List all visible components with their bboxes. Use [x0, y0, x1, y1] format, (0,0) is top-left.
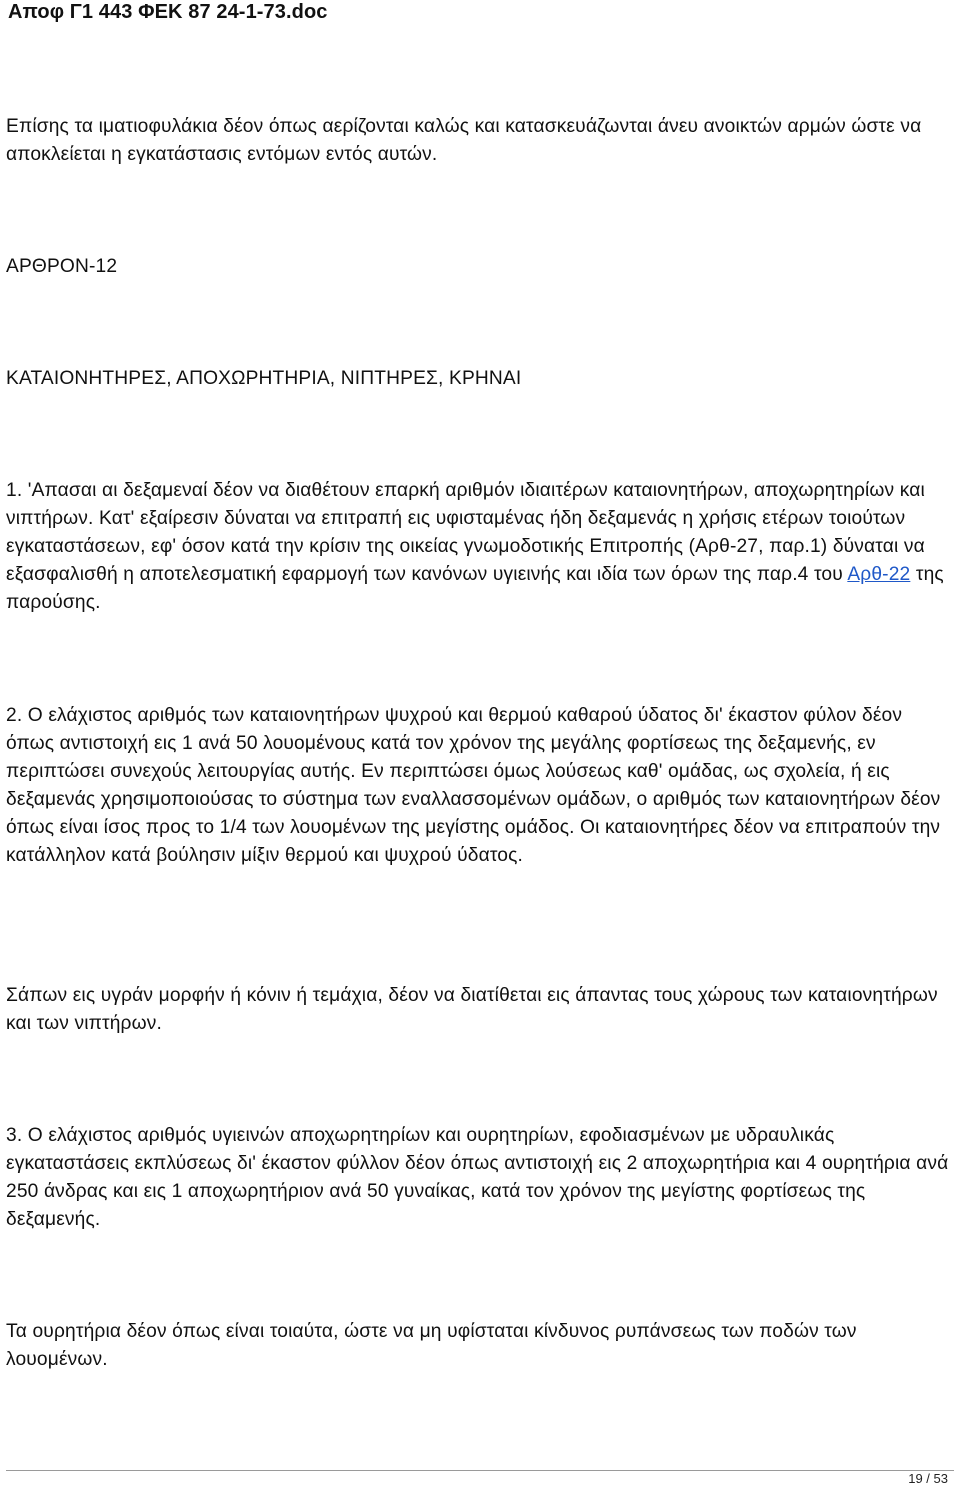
- paragraph-3: 3. Ο ελάχιστος αριθμός υγιεινών αποχωρητηρίων και ουρητηρίων, εφοδιασμένων με υδραυλικάς εγκαταστάσεις εκπλύσεως δι' έκαστον φύλλον δέον όπως αντιστοιχή εις 2 αποχωρητήρια και 4 ουρητήρια ανά 250 άνδρας και εις 1 αποχωρητήριον ανά 50 γυναίκας, κατά τον χρόνον της μεγίστης φορτίσεως της δεξαμενής.: [6, 1125, 949, 1230]
- document-title: Αποφ Γ1 443 ΦΕΚ 87 24-1-73.doc: [8, 1, 328, 23]
- footer-divider: [6, 1470, 954, 1471]
- page-number: 19 / 53: [908, 1471, 948, 1486]
- paragraph-urinals: Τα ουρητήρια δέον όπως είναι τοιαύτα, ώστε να μη υφίσταται κίνδυνος ρυπάνσεως των ποδών των λουομένων.: [6, 1321, 857, 1370]
- paragraph-1-tail: της παρούσης.: [6, 564, 944, 613]
- paragraph-soap: Σάπων εις υγράν μορφήν ή κόνιν ή τεμάχια, δέον να διατίθεται εις άπαντας τους χώρους των καταιονητήρων και των νιπτήρων.: [6, 985, 938, 1034]
- paragraph-1: [6, 477, 954, 617]
- paragraph-wardrobes: Επίσης τα ιματιοφυλάκια δέον όπως αερίζονται καλώς και κατασκευάζωνται άνευ ανοικτών αρμών ώστε να αποκλείεται η εγκατάστασις εντόμων εντός αυτών.: [6, 116, 922, 165]
- article-heading: ΑΡΘΡΟΝ-12: [6, 256, 118, 277]
- paragraph-1-text: 1. 'Απασαι αι δεξαμεναί δέον να διαθέτουν επαρκή αριθμόν ιδιαιτέρων καταιονητήρων, αποχωρητηρίων και νιπτήρων. Κατ' εξαίρεσιν δύναται να επιτραπή εις υφισταμένας ήδη δεξαμενάς η χρήσις ετέρων τοιούτων εγκαταστάσεων, εφ' όσον κατά την κρίσιν της οικείας γνωμοδοτικής Επιτροπής (Αρθ-27, παρ.1) δύναται να εξασφαλισθή η αποτελεσματική εφαρμογή των κανόνων υγιεινής και ιδία των όρων της παρ.4 του: [6, 480, 925, 585]
- paragraph-2: 2. Ο ελάχιστος αριθμός των καταιονητήρων ψυχρού και θερμού καθαρού ύδατος δι' έκαστον φύλον δέον όπως αντιστοιχή εις 1 ανά 50 λουομένους κατά τον χρόνον της μεγάλης φορτίσεως της δεξαμενής, εν περιπτώσει συνεχούς λειτουργίας αυτής. Εν περιπτώσει όμως λούσεως καθ' ομάδας, ως σχολεία, ή εις δεξαμενάς χρησιμοποιούσας το σύστημα των εναλλασσομένων ομάδων, ο αριθμός των καταιονητήρων δέον όπως είναι ίσος προς το 1/4 των λουομένων της μεγίστης ομάδος. Οι καταιονητήρες δέον να επιτραπούν την κατάλληλον κατά βούλησιν μίξιν θερμού και ψυχρού ύδατος.: [6, 705, 941, 866]
- article-subtitle: ΚΑΤΑΙΟΝΗΤΗΡΕΣ, ΑΠΟΧΩΡΗΤΗΡΙΑ, ΝΙΠΤΗΡΕΣ, ΚΡΗΝΑΙ: [6, 368, 522, 389]
- article-22-link[interactable]: Αρθ-22: [847, 564, 911, 585]
